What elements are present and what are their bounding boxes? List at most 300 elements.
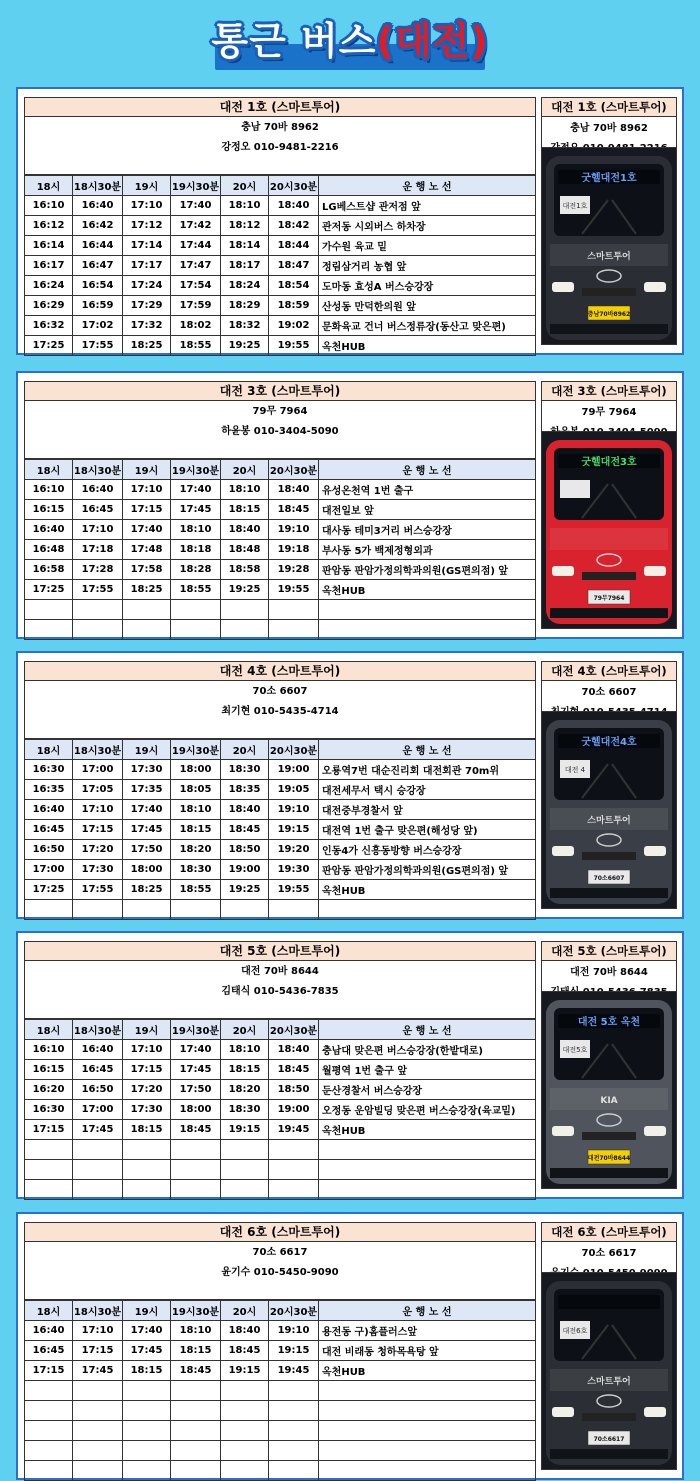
time-cell: 19:55 [269, 336, 319, 356]
time-cell: 16:30 [25, 760, 73, 780]
time-cell: 18:10 [171, 1321, 221, 1341]
time-cell: 17:10 [73, 520, 123, 540]
time-cell: 18:40 [269, 1040, 319, 1060]
time-cell: 16:54 [73, 276, 123, 296]
bus-photo [541, 991, 677, 1189]
time-cell [73, 620, 123, 640]
driver-contact: 하윤봉 010-3404-5090 [221, 426, 339, 437]
route-cell: 문화육교 건너 버스정류장(동산고 맞은편) [319, 316, 536, 336]
time-cell: 18:25 [123, 880, 171, 900]
time-cell: 18:15 [221, 500, 269, 520]
time-cell: 18:12 [221, 216, 269, 236]
time-cell: 16:50 [73, 1080, 123, 1100]
bus-brand-text: 스마트투어 [587, 252, 631, 262]
route-cell [319, 1381, 536, 1401]
schedule-row [25, 540, 536, 560]
time-cell [25, 1401, 73, 1421]
time-cell [221, 1381, 269, 1401]
time-cell: 17:45 [123, 820, 171, 840]
bus-name: 대전 3호 (스마트투어) [24, 381, 536, 401]
time-cell [25, 1441, 73, 1461]
schedule-row [25, 1361, 536, 1381]
time-cell [269, 1140, 319, 1160]
time-cell: 19:55 [269, 880, 319, 900]
page-title [0, 10, 700, 65]
time-cell: 17:25 [25, 580, 73, 600]
time-cell: 16:20 [25, 1080, 73, 1100]
time-cell: 17:55 [73, 336, 123, 356]
time-cell: 18:45 [221, 1341, 269, 1361]
bus-name: 대전 5호 (스마트투어) [24, 941, 536, 961]
route-cell [319, 1180, 536, 1200]
led-text: 굿헬대전1호 [581, 173, 637, 184]
time-cell: 16:30 [25, 1100, 73, 1120]
time-cell: 17:54 [171, 276, 221, 296]
schedule-row [25, 1160, 536, 1180]
time-cell: 16:35 [25, 780, 73, 800]
time-cell: 17:44 [171, 236, 221, 256]
schedule-row [25, 1421, 536, 1441]
bumper [550, 1449, 668, 1459]
column-header: 20시30분 [269, 1301, 319, 1321]
side-bus-plate: 70소 6617 [581, 1248, 637, 1259]
column-header: 19시30분 [171, 176, 221, 196]
schedule-row [25, 500, 536, 520]
route-cell [319, 1441, 536, 1461]
column-header: 18시 [25, 176, 73, 196]
bus-brand-text: 스마트투어 [587, 1377, 631, 1387]
time-cell: 17:17 [123, 256, 171, 276]
route-cell: 대전세무서 택시 승강장 [319, 780, 536, 800]
schedule-row [25, 800, 536, 820]
schedule-row [25, 1321, 536, 1341]
bus-photo-illustration [542, 432, 676, 628]
time-cell: 16:17 [25, 256, 73, 276]
route-cell: 오룡역7번 대순진리회 대전회관 70m위 [319, 760, 536, 780]
route-cell: 판암동 판암가정의학과의원(GS편의점) 앞 [319, 560, 536, 580]
schedule-row [25, 620, 536, 640]
schedule-row [25, 820, 536, 840]
time-cell [73, 1421, 123, 1441]
route-cell: 오정동 운암빌딩 맞은편 버스승강장(육교밑) [319, 1100, 536, 1120]
schedule-row [25, 296, 536, 316]
time-cell: 18:45 [171, 1120, 221, 1140]
time-cell: 18:25 [123, 336, 171, 356]
column-header: 19시 [123, 740, 171, 760]
time-cell: 17:15 [25, 1361, 73, 1381]
route-cell [319, 600, 536, 620]
time-cell: 18:55 [171, 880, 221, 900]
time-cell: 16:45 [73, 1060, 123, 1080]
time-cell: 17:10 [123, 1040, 171, 1060]
page-header [0, 0, 700, 82]
bus-stripe [550, 528, 668, 550]
column-header: 운 행 노 선 [319, 740, 536, 760]
column-header: 19시30분 [171, 1301, 221, 1321]
led-display [558, 1295, 660, 1309]
time-cell [269, 1381, 319, 1401]
bus-plate: 70소 6617 [252, 1247, 308, 1258]
time-cell: 18:10 [221, 480, 269, 500]
time-cell: 19:10 [269, 800, 319, 820]
time-cell [25, 1180, 73, 1200]
time-cell: 17:10 [123, 196, 171, 216]
time-cell: 16:40 [25, 1321, 73, 1341]
bumper [550, 324, 668, 334]
headlight-left [552, 1126, 574, 1136]
header-row [25, 740, 536, 760]
bus-brand-text: KIA [600, 1096, 618, 1106]
column-header: 20시30분 [269, 740, 319, 760]
route-cell [319, 1160, 536, 1180]
time-cell [171, 600, 221, 620]
time-cell: 17:50 [123, 840, 171, 860]
time-cell: 17:30 [73, 860, 123, 880]
schedule-row [25, 900, 536, 920]
time-cell: 16:45 [25, 1341, 73, 1361]
time-cell: 19:15 [221, 1361, 269, 1381]
time-cell: 18:48 [221, 540, 269, 560]
time-cell: 19:00 [269, 760, 319, 780]
time-cell: 17:14 [123, 236, 171, 256]
time-cell [269, 1401, 319, 1421]
schedule-row [25, 256, 536, 276]
driver-contact: 김태식 010-5436-7835 [221, 986, 339, 997]
route-cell [319, 1461, 536, 1481]
headlight-left [552, 566, 574, 576]
time-cell [123, 1401, 171, 1421]
time-cell: 17:00 [73, 760, 123, 780]
time-cell: 19:00 [269, 1100, 319, 1120]
time-cell [73, 1160, 123, 1180]
time-cell: 18:15 [123, 1120, 171, 1140]
time-cell [221, 1401, 269, 1421]
time-cell [25, 1160, 73, 1180]
time-cell: 18:15 [123, 1361, 171, 1381]
column-header: 19시 [123, 1020, 171, 1040]
route-cell: 판암동 판암가정의학과의원(GS편의점) 앞 [319, 860, 536, 880]
column-header: 19시30분 [171, 1020, 221, 1040]
time-cell [171, 620, 221, 640]
time-cell: 16:10 [25, 196, 73, 216]
route-cell: 옥천HUB [319, 1120, 536, 1140]
time-cell: 17:00 [73, 1100, 123, 1120]
column-header: 18시30분 [73, 176, 123, 196]
signboard-card [560, 480, 590, 498]
time-cell: 17:02 [73, 316, 123, 336]
schedule-row [25, 880, 536, 900]
license-plate-text: 대전70바8644 [587, 1155, 631, 1162]
side-bus-name: 대전 1호 (스마트투어) [541, 97, 677, 117]
time-cell: 19:15 [269, 820, 319, 840]
time-cell: 17:40 [123, 520, 171, 540]
schedule-row [25, 520, 536, 540]
signboard-text: 대전 4 [564, 766, 586, 774]
route-cell: 대전 비래동 청하목욕탕 앞 [319, 1341, 536, 1361]
schedule-row [25, 560, 536, 580]
route-cell: 유성온천역 1번 출구 [319, 480, 536, 500]
time-cell: 19:28 [269, 560, 319, 580]
schedule-table [24, 175, 536, 356]
time-cell: 18:02 [171, 316, 221, 336]
column-header: 20시30분 [269, 460, 319, 480]
schedule-table [24, 1300, 536, 1481]
time-cell: 18:10 [171, 800, 221, 820]
time-cell: 17:18 [73, 540, 123, 560]
time-cell [25, 1461, 73, 1481]
time-cell [171, 1160, 221, 1180]
time-cell: 18:15 [171, 1341, 221, 1361]
bus-plate: 79무 7964 [252, 406, 308, 417]
time-cell: 17:15 [123, 1060, 171, 1080]
schedule-area [24, 941, 536, 1200]
time-cell: 18:30 [221, 760, 269, 780]
time-cell: 17:55 [73, 580, 123, 600]
column-header: 18시30분 [73, 460, 123, 480]
time-cell [73, 1381, 123, 1401]
column-header: 19시 [123, 460, 171, 480]
route-cell: 대전역 1번 출구 맞은편(해성당 앞) [319, 820, 536, 840]
schedule-row [25, 1080, 536, 1100]
schedule-area [24, 661, 536, 920]
grille [582, 1132, 636, 1140]
column-header: 운 행 노 선 [319, 460, 536, 480]
time-cell: 18:17 [221, 256, 269, 276]
time-cell: 17:47 [171, 256, 221, 276]
bus-photo [541, 711, 677, 909]
time-cell: 17:20 [123, 1080, 171, 1100]
column-header: 18시 [25, 740, 73, 760]
time-cell: 16:15 [25, 500, 73, 520]
column-header: 20시 [221, 176, 269, 196]
time-cell: 19:18 [269, 540, 319, 560]
headlight-left [552, 846, 574, 856]
time-cell [221, 1160, 269, 1180]
time-cell: 17:45 [171, 500, 221, 520]
time-cell: 18:50 [221, 840, 269, 860]
schedule-row [25, 1100, 536, 1120]
route-cell: 대사동 테미3거리 버스승강장 [319, 520, 536, 540]
time-cell [123, 1381, 171, 1401]
time-cell [73, 1140, 123, 1160]
route-cell: LG베스트샵 관저점 앞 [319, 196, 536, 216]
time-cell [269, 1441, 319, 1461]
time-cell [123, 1441, 171, 1461]
bus-name: 대전 4호 (스마트투어) [24, 661, 536, 681]
time-cell: 16:24 [25, 276, 73, 296]
time-cell: 17:42 [171, 216, 221, 236]
side-bus-plate: 대전 70바 8644 [570, 967, 648, 978]
time-cell: 18:29 [221, 296, 269, 316]
time-cell: 18:40 [221, 800, 269, 820]
grille [582, 288, 636, 296]
schedule-row [25, 480, 536, 500]
time-cell: 16:47 [73, 256, 123, 276]
schedule-row [25, 1341, 536, 1361]
time-cell: 16:29 [25, 296, 73, 316]
time-cell: 18:32 [221, 316, 269, 336]
time-cell: 18:00 [171, 760, 221, 780]
time-cell: 18:45 [171, 1361, 221, 1381]
time-cell: 19:20 [269, 840, 319, 860]
route-cell: 대전일보 앞 [319, 500, 536, 520]
route-cell: 용전동 구)홈플러스앞 [319, 1321, 536, 1341]
side-bus-name: 대전 5호 (스마트투어) [541, 941, 677, 961]
bus-photo [541, 1272, 677, 1470]
column-header: 20시30분 [269, 1020, 319, 1040]
time-cell: 18:00 [123, 860, 171, 880]
schedule-row [25, 276, 536, 296]
license-plate-text: 70소6617 [593, 1436, 625, 1443]
route-cell [319, 1421, 536, 1441]
time-cell: 18:45 [269, 500, 319, 520]
route-cell: 인동4가 신흥동방향 버스승강장 [319, 840, 536, 860]
time-cell [221, 1421, 269, 1441]
schedule-row [25, 1060, 536, 1080]
time-cell: 17:35 [123, 780, 171, 800]
time-cell: 16:10 [25, 1040, 73, 1060]
bus-name: 대전 6호 (스마트투어) [24, 1222, 536, 1242]
headlight-right [644, 566, 666, 576]
bus-brand-text: 스마트투어 [587, 816, 631, 826]
time-cell: 17:12 [123, 216, 171, 236]
bus-plate: 대전 70바 8644 [241, 966, 319, 977]
time-cell: 17:15 [123, 500, 171, 520]
time-cell: 16:14 [25, 236, 73, 256]
time-cell: 16:10 [25, 480, 73, 500]
bus-plate: 70소 6607 [252, 686, 308, 697]
schedule-area [24, 381, 536, 640]
time-cell [25, 600, 73, 620]
time-cell: 18:10 [171, 520, 221, 540]
time-cell [123, 1461, 171, 1481]
time-cell [269, 600, 319, 620]
schedule-row [25, 316, 536, 336]
side-bus-plate: 79무 7964 [581, 407, 637, 418]
time-cell: 18:45 [221, 820, 269, 840]
bus-panel [16, 931, 684, 1199]
bus-plate: 충남 70바 8962 [241, 122, 319, 133]
time-cell: 17:58 [123, 560, 171, 580]
bus-panel [16, 87, 684, 355]
grille [582, 1413, 636, 1421]
time-cell [269, 1180, 319, 1200]
time-cell: 18:30 [221, 1100, 269, 1120]
route-cell [319, 900, 536, 920]
grille [582, 572, 636, 580]
time-cell: 17:59 [171, 296, 221, 316]
time-cell: 18:54 [269, 276, 319, 296]
time-cell: 17:00 [25, 860, 73, 880]
schedule-row [25, 336, 536, 356]
time-cell: 19:45 [269, 1361, 319, 1381]
time-cell: 17:30 [123, 1100, 171, 1120]
time-cell: 18:15 [171, 820, 221, 840]
schedule-row [25, 840, 536, 860]
column-header: 19시 [123, 176, 171, 196]
headlight-left [552, 1407, 574, 1417]
time-cell: 16:44 [73, 236, 123, 256]
route-cell: 관저동 시외버스 하차장 [319, 216, 536, 236]
route-cell: 대전중부경찰서 앞 [319, 800, 536, 820]
time-cell: 18:30 [171, 860, 221, 880]
route-cell: 옥천HUB [319, 880, 536, 900]
time-cell [221, 1180, 269, 1200]
column-header: 20시 [221, 460, 269, 480]
column-header: 운 행 노 선 [319, 1301, 536, 1321]
header-row [25, 1020, 536, 1040]
time-cell: 17:45 [73, 1361, 123, 1381]
headlight-right [644, 846, 666, 856]
bus-info [24, 1242, 536, 1300]
bus-photo [541, 147, 677, 345]
time-cell: 17:15 [73, 1341, 123, 1361]
time-cell: 17:28 [73, 560, 123, 580]
schedule-row [25, 1381, 536, 1401]
time-cell [171, 1421, 221, 1441]
time-cell: 17:24 [123, 276, 171, 296]
column-header: 19시 [123, 1301, 171, 1321]
time-cell: 19:15 [269, 1341, 319, 1361]
time-cell [269, 1160, 319, 1180]
time-cell: 17:48 [123, 540, 171, 560]
time-cell: 18:40 [221, 1321, 269, 1341]
time-cell: 19:25 [221, 580, 269, 600]
page-title-region: (대전) [376, 19, 489, 63]
time-cell: 19:45 [269, 1120, 319, 1140]
time-cell: 19:00 [221, 860, 269, 880]
time-cell: 17:30 [123, 760, 171, 780]
led-text: 대전 5호 옥천 [577, 1017, 641, 1028]
schedule-row [25, 1180, 536, 1200]
column-header: 18시 [25, 1020, 73, 1040]
column-header: 18시30분 [73, 740, 123, 760]
bus-panel [16, 651, 684, 919]
time-cell: 17:05 [73, 780, 123, 800]
time-cell [123, 600, 171, 620]
time-cell [73, 1401, 123, 1421]
schedule-area [24, 1222, 536, 1481]
time-cell: 18:28 [171, 560, 221, 580]
time-cell [171, 1441, 221, 1461]
column-header: 18시30분 [73, 1020, 123, 1040]
time-cell: 18:10 [221, 1040, 269, 1060]
time-cell: 19:15 [221, 1120, 269, 1140]
time-cell [171, 1140, 221, 1160]
route-cell: 월평역 1번 출구 앞 [319, 1060, 536, 1080]
column-header: 20시 [221, 1301, 269, 1321]
side-bus-name: 대전 6호 (스마트투어) [541, 1222, 677, 1242]
time-cell [123, 620, 171, 640]
time-cell: 17:40 [171, 1040, 221, 1060]
time-cell: 19:25 [221, 880, 269, 900]
bumper [550, 1168, 668, 1178]
route-cell: 산성동 만덕한의원 앞 [319, 296, 536, 316]
time-cell: 19:10 [269, 520, 319, 540]
headlight-right [644, 1407, 666, 1417]
route-cell: 충남대 맞은편 버스승강장(한밭대로) [319, 1040, 536, 1060]
time-cell: 18:55 [171, 580, 221, 600]
time-cell [123, 1140, 171, 1160]
headlight-right [644, 1126, 666, 1136]
schedule-row [25, 780, 536, 800]
time-cell [25, 1381, 73, 1401]
time-cell: 18:18 [171, 540, 221, 560]
time-cell: 18:55 [171, 336, 221, 356]
time-cell [73, 1441, 123, 1461]
time-cell [73, 1180, 123, 1200]
time-cell: 17:40 [123, 1321, 171, 1341]
